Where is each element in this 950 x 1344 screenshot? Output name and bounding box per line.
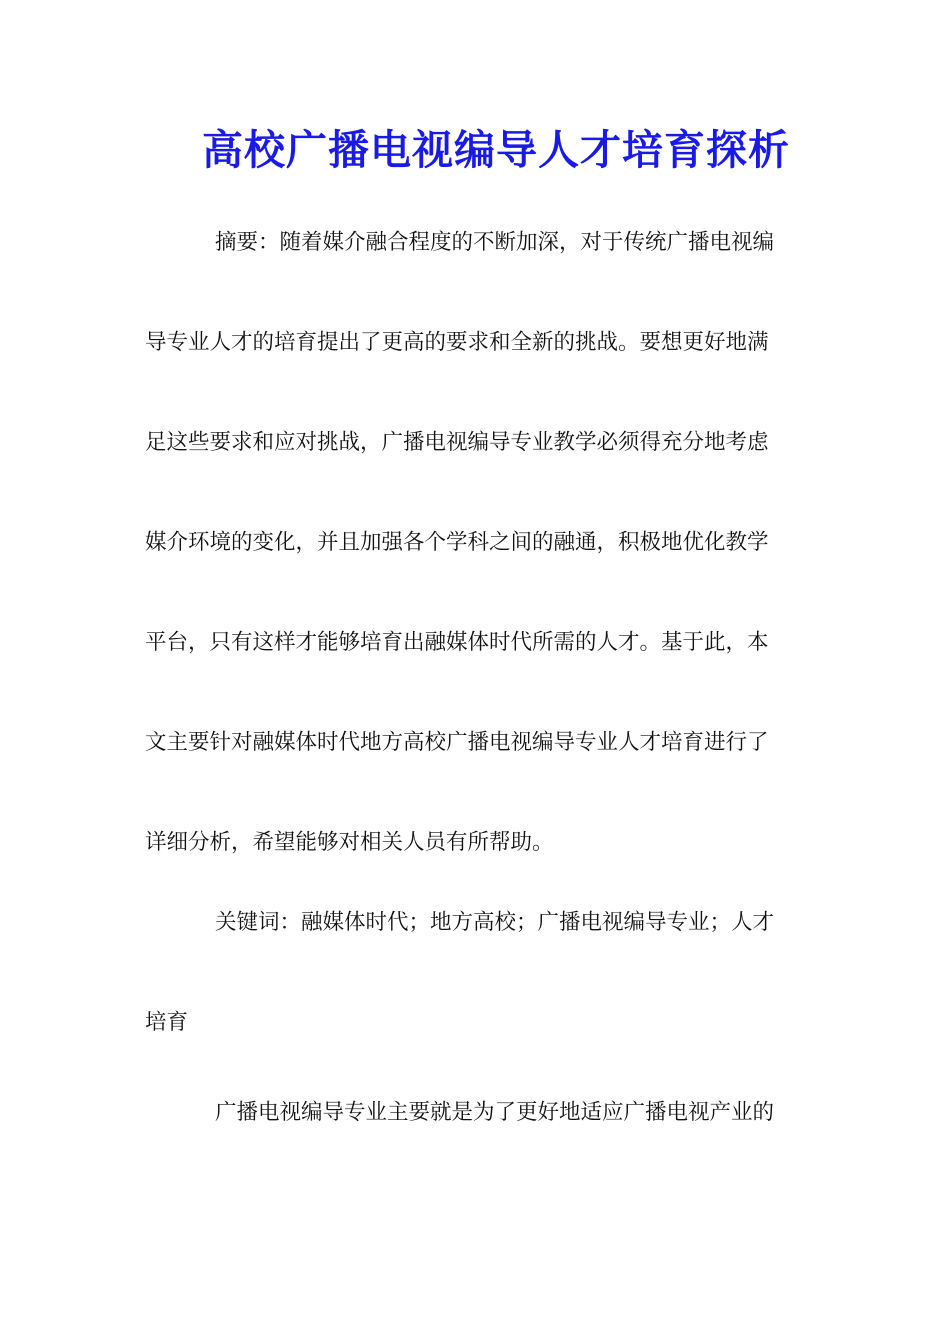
document-body	[145, 222, 805, 1192]
abstract-line: 导专业人才的培育提出了更高的要求和全新的挑战。要想更好地满	[145, 330, 769, 355]
keywords-line: 培育	[145, 1010, 189, 1035]
keywords-line: 关键词：融媒体时代；地方高校；广播电视编导专业；人才	[215, 910, 775, 935]
abstract-line: 足这些要求和应对挑战，广播电视编导专业教学必须得充分地考虑	[145, 430, 769, 455]
abstract-line: 平台，只有这样才能够培育出融媒体时代所需的人才。基于此，本	[145, 630, 769, 655]
document-title: 高校广播电视编导人才培育探析	[202, 126, 790, 174]
body-paragraph-line: 广播电视编导专业主要就是为了更好地适应广播电视产业的	[215, 1100, 775, 1125]
abstract-line: 文主要针对融媒体时代地方高校广播电视编导专业人才培育进行了	[145, 730, 769, 755]
abstract-line: 摘要：随着媒介融合程度的不断加深，对于传统广播电视编	[215, 230, 775, 255]
abstract-line: 详细分析，希望能够对相关人员有所帮助。	[145, 830, 554, 855]
abstract-line: 媒介环境的变化，并且加强各个学科之间的融通，积极地优化教学	[145, 530, 769, 555]
